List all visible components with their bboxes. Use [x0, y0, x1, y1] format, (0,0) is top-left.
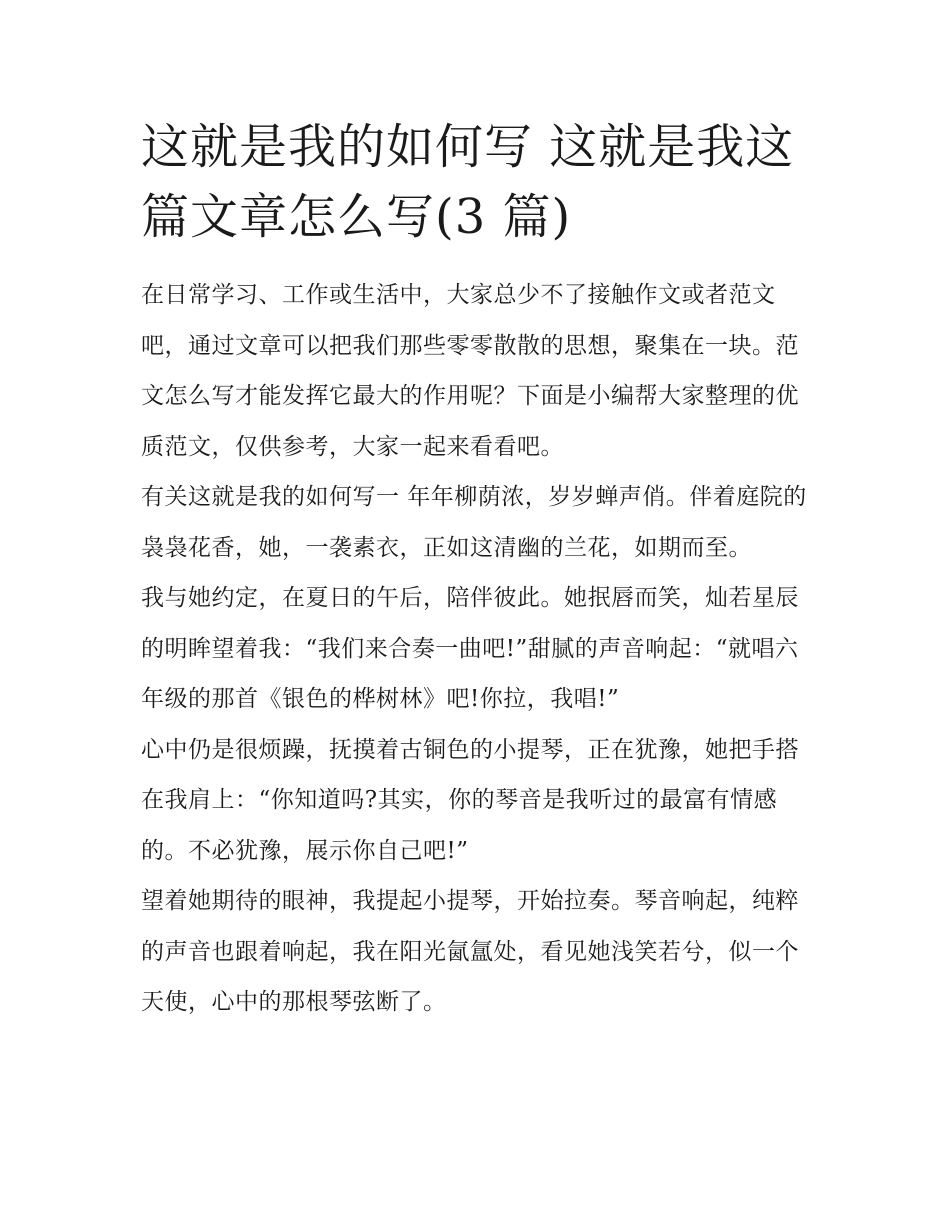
- document-title: 这就是我的如何写 这就是我这篇文章怎么写(3 篇): [141, 119, 795, 245]
- document-page: [141, 112, 821, 1028]
- paragraph-3: 心中仍是很烦躁，抚摸着古铜色的小提琴，正在犹豫，她把手搭在我肩上：“你知道吗?其实，你的琴音是我听过的最富有情感的。不必犹豫，展示你自己吧!”: [141, 736, 799, 864]
- paragraph-2: 我与她约定，在夏日的午后，陪伴彼此。她抿唇而笑，灿若星辰的明眸望着我：“我们来合奏一曲吧!”甜腻的声音响起：“就唱六年级的那首《银色的桦树林》吧!你拉，我唱!”: [141, 585, 799, 712]
- paragraph-4: 望着她期待的眼神，我提起小提琴，开始拉奏。琴音响起，纯粹的声音也跟着响起，我在阳光氤氲处，看见她浅笑若兮，似一个天使，心中的那根琴弦断了。: [141, 888, 799, 1015]
- paragraph-intro: 在日常学习、工作或生活中，大家总少不了接触作文或者范文吧，通过文章可以把我们那些零零散散的思想，聚集在一块。范文怎么写才能发挥它最大的作用呢？下面是小编帮大家整理的优质范文，仅供参考，大家一起来看看吧。: [141, 282, 799, 460]
- paragraph-1: 有关这就是我的如何写一 年年柳荫浓，岁岁蝉声俏。伴着庭院的袅袅花香，她，一袭素衣，正如这清幽的兰花，如期而至。: [141, 484, 807, 561]
